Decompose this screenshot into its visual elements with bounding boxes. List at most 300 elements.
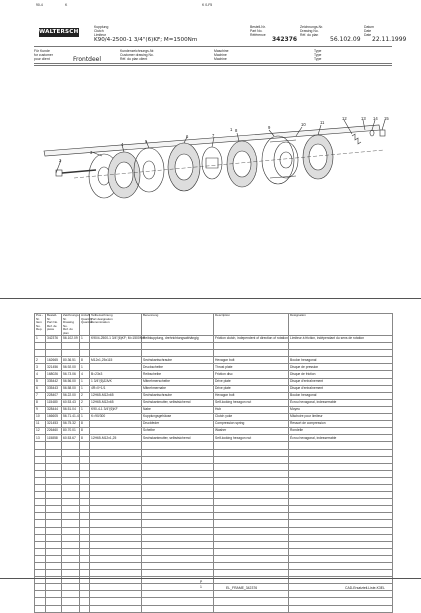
table-cell bbox=[35, 527, 46, 534]
table-cell bbox=[142, 442, 214, 449]
table-cell: Scheibe bbox=[142, 428, 214, 435]
table-cell: 5 bbox=[35, 378, 46, 385]
table-cell bbox=[90, 499, 142, 506]
table-cell: 166605 bbox=[46, 414, 62, 421]
table-cell bbox=[46, 548, 62, 555]
table-row bbox=[35, 605, 393, 612]
table-cell: Kupplungsgehäuse bbox=[142, 414, 214, 421]
table-row bbox=[35, 385, 393, 392]
table-cell bbox=[90, 456, 142, 463]
table-cell: Écrou hexagonal, indesserrable bbox=[289, 435, 393, 442]
top-mark-mid: K bbox=[65, 3, 68, 7]
table-cell: 342376 bbox=[46, 336, 62, 343]
table-cell bbox=[46, 584, 62, 591]
table-cell bbox=[289, 520, 393, 527]
table-row bbox=[35, 371, 393, 378]
table-row bbox=[35, 499, 393, 506]
table-cell bbox=[62, 456, 80, 463]
table-cell bbox=[90, 442, 142, 449]
table-cell bbox=[214, 463, 289, 470]
table-cell bbox=[142, 513, 214, 520]
table-row bbox=[35, 563, 393, 570]
table-cell bbox=[80, 541, 90, 548]
table-cell bbox=[46, 506, 62, 513]
table-cell bbox=[214, 499, 289, 506]
callout-7: 7 bbox=[212, 133, 215, 138]
table-cell bbox=[214, 449, 289, 456]
table-cell: 162665 bbox=[46, 357, 62, 364]
table-cell: Drive plate bbox=[214, 385, 289, 392]
zeichnung-label: Zeichnungs-Nr. Drawing No. Réf. du plan bbox=[300, 25, 323, 37]
table-cell bbox=[46, 598, 62, 605]
table-cell: Boulon hexagonal bbox=[289, 392, 393, 399]
table-row bbox=[35, 343, 393, 350]
table-cell bbox=[214, 484, 289, 491]
table-cell bbox=[80, 520, 90, 527]
table-cell bbox=[80, 350, 90, 357]
table-cell bbox=[35, 548, 46, 555]
typ-label: Type Type Type bbox=[314, 49, 322, 61]
table-cell bbox=[35, 513, 46, 520]
table-cell bbox=[90, 421, 142, 428]
table-row bbox=[35, 350, 393, 357]
table-cell bbox=[214, 470, 289, 477]
table-cell bbox=[62, 343, 80, 350]
kunde-value: Frontdeel bbox=[73, 56, 102, 63]
callout-1: 1 bbox=[230, 127, 233, 132]
table-cell bbox=[80, 527, 90, 534]
table-cell bbox=[80, 555, 90, 562]
table-cell bbox=[46, 456, 62, 463]
table-cell: 1 bbox=[35, 336, 46, 343]
table-cell bbox=[35, 506, 46, 513]
table-cell bbox=[90, 534, 142, 541]
table-cell: Mitnehmerscheibe bbox=[142, 378, 214, 385]
table-cell: 4 bbox=[35, 371, 46, 378]
table-cell: Washer bbox=[214, 428, 289, 435]
table-cell bbox=[90, 598, 142, 605]
table-cell bbox=[35, 584, 46, 591]
table-cell: 1 bbox=[80, 336, 90, 343]
table-cell bbox=[35, 591, 46, 598]
table-cell bbox=[90, 470, 142, 477]
table-cell: Druckfeder bbox=[142, 421, 214, 428]
table-cell bbox=[90, 591, 142, 598]
table-cell: Friction clutch, independent of direction of rotation bbox=[214, 336, 289, 343]
table-cell: 1 bbox=[80, 378, 90, 385]
table-cell: 2 bbox=[35, 357, 46, 364]
table-cell: Hexagon bolt bbox=[214, 357, 289, 364]
table-cell bbox=[90, 513, 142, 520]
table-cell bbox=[90, 484, 142, 491]
table-cell bbox=[90, 449, 142, 456]
table-cell bbox=[142, 598, 214, 605]
table-row bbox=[35, 406, 393, 413]
table-cell bbox=[214, 513, 289, 520]
table-cell bbox=[142, 449, 214, 456]
table-row bbox=[35, 584, 393, 591]
table-cell bbox=[80, 584, 90, 591]
footer-right: CAD-Ersatzteil-Liste-K3EL bbox=[345, 586, 385, 590]
table-row bbox=[35, 506, 393, 513]
table-cell bbox=[214, 570, 289, 577]
table-cell bbox=[289, 463, 393, 470]
table-cell bbox=[35, 456, 46, 463]
table-cell: 60.53.67 bbox=[62, 435, 80, 442]
table-row bbox=[35, 598, 393, 605]
table-row bbox=[35, 555, 393, 562]
table-cell bbox=[289, 442, 393, 449]
table-cell: Mâchoire pour limiteur bbox=[289, 414, 393, 421]
table-cell: 3 bbox=[35, 364, 46, 371]
table-cell bbox=[35, 563, 46, 570]
table-header-cell: Benennung bbox=[142, 314, 214, 336]
table-header-cell: Zeichnungs-Nr. Drawing No. Réf. du plan bbox=[63, 313, 80, 335]
table-cell: Thrust plate bbox=[214, 364, 289, 371]
table-cell: Disque d'entraînement bbox=[289, 385, 393, 392]
walterscheid-logo: WALTERSCHEID bbox=[39, 29, 90, 35]
table-cell: 56.92.00 bbox=[62, 364, 80, 371]
callout-13: 13 bbox=[361, 116, 366, 121]
table-cell: Disque de pression bbox=[289, 364, 393, 371]
table-cell: 13 bbox=[35, 435, 46, 442]
datum-label: Datum Date Date bbox=[364, 25, 374, 37]
table-cell: 8 bbox=[80, 421, 90, 428]
table-cell bbox=[142, 456, 214, 463]
table-cell bbox=[80, 456, 90, 463]
table-cell bbox=[46, 534, 62, 541]
table-cell bbox=[62, 548, 80, 555]
table-cell bbox=[80, 548, 90, 555]
table-cell: K90/4-2500-1 3/4"(6)KF; M=1500Nm bbox=[90, 336, 142, 343]
table-cell bbox=[289, 456, 393, 463]
callout-4: 4 bbox=[121, 142, 124, 147]
table-cell bbox=[90, 527, 142, 534]
table-cell bbox=[46, 449, 62, 456]
table-cell bbox=[289, 563, 393, 570]
table-cell bbox=[214, 598, 289, 605]
table-cell bbox=[90, 555, 142, 562]
table-cell: 4R=0+1/1 bbox=[90, 385, 142, 392]
table-cell: Rondelle bbox=[289, 428, 393, 435]
table-cell bbox=[46, 570, 62, 577]
table-header-cell: Désignation bbox=[289, 314, 393, 336]
table-cell bbox=[214, 442, 289, 449]
table-cell: 228407 bbox=[46, 392, 62, 399]
table-cell bbox=[35, 499, 46, 506]
table-cell: 335443 bbox=[46, 385, 62, 392]
table-cell bbox=[46, 605, 62, 612]
table-cell: Self-locking hexagon nut bbox=[214, 435, 289, 442]
table-cell: 12H65-M12x65 bbox=[90, 399, 142, 406]
table-cell bbox=[142, 484, 214, 491]
callout-14: 14 bbox=[373, 116, 378, 121]
table-cell bbox=[62, 591, 80, 598]
table-cell bbox=[289, 470, 393, 477]
drive-hub-shape bbox=[202, 147, 222, 179]
table-cell bbox=[289, 555, 393, 562]
table-cell bbox=[80, 513, 90, 520]
table-cell bbox=[214, 506, 289, 513]
table-cell bbox=[62, 442, 80, 449]
table-cell: 8 bbox=[80, 428, 90, 435]
table-cell bbox=[90, 541, 142, 548]
table-cell bbox=[62, 520, 80, 527]
table-cell bbox=[35, 605, 46, 612]
footer-small-2: 1 bbox=[200, 585, 202, 589]
table-cell bbox=[214, 527, 289, 534]
table-cell bbox=[289, 570, 393, 577]
table-cell: 8 bbox=[80, 435, 90, 442]
table-cell bbox=[80, 477, 90, 484]
table-row bbox=[35, 456, 393, 463]
table-cell bbox=[35, 463, 46, 470]
table-cell bbox=[214, 534, 289, 541]
table-cell: Hexagon bolt bbox=[214, 392, 289, 399]
table-cell bbox=[35, 477, 46, 484]
table-row bbox=[35, 435, 393, 442]
table-cell: 328444 bbox=[46, 406, 62, 413]
table-row bbox=[35, 428, 393, 435]
table-row bbox=[35, 392, 393, 399]
table-cell bbox=[214, 520, 289, 527]
table-cell bbox=[62, 605, 80, 612]
table-cell: 12H65-M12x65 bbox=[90, 392, 142, 399]
table-cell: Moyeu bbox=[289, 406, 393, 413]
callout-15: 15 bbox=[384, 116, 389, 121]
table-cell bbox=[90, 520, 142, 527]
table-cell bbox=[90, 463, 142, 470]
table-cell bbox=[214, 563, 289, 570]
table-cell bbox=[46, 442, 62, 449]
table-cell bbox=[62, 449, 80, 456]
table-row bbox=[35, 527, 393, 534]
table-header-cell: Anzahl Quantity Quantité bbox=[80, 314, 90, 336]
table-cell: 321456 bbox=[46, 364, 62, 371]
datum-value: 22.11.1999 bbox=[372, 36, 407, 43]
table-cell bbox=[289, 598, 393, 605]
table-cell bbox=[90, 350, 142, 357]
table-cell bbox=[142, 520, 214, 527]
nut-shape bbox=[380, 130, 385, 136]
table-cell bbox=[62, 492, 80, 499]
table-cell bbox=[289, 506, 393, 513]
table-cell bbox=[80, 463, 90, 470]
table-cell bbox=[62, 555, 80, 562]
footer-small-1: P bbox=[200, 580, 203, 584]
table-cell: 56.75.32 bbox=[62, 421, 80, 428]
table-cell bbox=[289, 499, 393, 506]
table-cell bbox=[289, 534, 393, 541]
table-cell: 1 bbox=[80, 364, 90, 371]
table-cell bbox=[142, 563, 214, 570]
table-cell bbox=[46, 463, 62, 470]
table-cell bbox=[62, 570, 80, 577]
kupplung-label: Kupplung Clutch Limiteur bbox=[94, 25, 109, 37]
table-cell bbox=[46, 492, 62, 499]
table-cell bbox=[80, 442, 90, 449]
table-cell: Écrou hexagonal, indesserrable bbox=[289, 399, 393, 406]
table-cell bbox=[214, 492, 289, 499]
table-cell bbox=[80, 563, 90, 570]
table-cell bbox=[62, 484, 80, 491]
table-row bbox=[35, 470, 393, 477]
table-cell bbox=[80, 449, 90, 456]
table-cell bbox=[35, 541, 46, 548]
table-cell bbox=[35, 449, 46, 456]
zeichnung-value: 56.102.09 bbox=[330, 36, 361, 43]
table-cell: 10 bbox=[35, 414, 46, 421]
table-cell bbox=[90, 570, 142, 577]
table-cell: Sechskantschraube bbox=[142, 392, 214, 399]
table-row bbox=[35, 534, 393, 541]
table-cell: 56.22.00 bbox=[62, 392, 80, 399]
table-row bbox=[35, 364, 393, 371]
table-cell bbox=[62, 541, 80, 548]
table-cell: 226460 bbox=[46, 428, 62, 435]
table-cell: Friction disc bbox=[214, 371, 289, 378]
maschine-label: Maschine Machine Machine bbox=[214, 49, 229, 61]
table-cell: Boulon hexagonal bbox=[289, 357, 393, 364]
table-cell bbox=[80, 534, 90, 541]
footer-ref: EL_FRAME_342376 bbox=[226, 586, 258, 590]
table-cell bbox=[80, 605, 90, 612]
table-cell bbox=[142, 470, 214, 477]
table-cell bbox=[80, 598, 90, 605]
table-row bbox=[35, 421, 393, 428]
top-mark-left: 90-4 bbox=[36, 3, 43, 7]
callout-6: 6 bbox=[186, 134, 189, 139]
table-cell: Sechskantmutter, selbstsichernd bbox=[142, 435, 214, 442]
table-cell bbox=[80, 499, 90, 506]
table-cell bbox=[142, 499, 214, 506]
table-cell bbox=[46, 591, 62, 598]
table-header-cell: Bestell-Nr. Part No. Réf. de pièce bbox=[46, 314, 62, 336]
table-cell: 8 bbox=[35, 399, 46, 406]
table-cell: 56.102.09 bbox=[62, 336, 80, 343]
table-cell bbox=[214, 477, 289, 484]
table-cell: 56.51.04 bbox=[62, 406, 80, 413]
table-cell bbox=[90, 492, 142, 499]
table-cell: Compression spring bbox=[214, 421, 289, 428]
table-cell bbox=[289, 527, 393, 534]
table-cell bbox=[142, 605, 214, 612]
table-cell bbox=[35, 470, 46, 477]
table-cell bbox=[80, 570, 90, 577]
table-cell: 168026 bbox=[46, 371, 62, 378]
table-cell bbox=[62, 470, 80, 477]
table-cell bbox=[62, 534, 80, 541]
bestell-value: 342376 bbox=[272, 36, 298, 43]
table-cell bbox=[35, 598, 46, 605]
table-cell bbox=[80, 591, 90, 598]
table-cell bbox=[35, 570, 46, 577]
callout-2: 2 bbox=[59, 158, 62, 163]
table-cell: 1 bbox=[80, 414, 90, 421]
table-cell: Limiteur à friction, indépendant du sens de rotation bbox=[289, 336, 393, 343]
table-row bbox=[35, 336, 393, 343]
table-cell bbox=[90, 506, 142, 513]
table-cell bbox=[90, 477, 142, 484]
table-cell bbox=[62, 477, 80, 484]
table-cell bbox=[46, 484, 62, 491]
table-cell bbox=[46, 541, 62, 548]
table-cell bbox=[62, 463, 80, 470]
table-cell bbox=[90, 364, 142, 371]
table-cell bbox=[80, 343, 90, 350]
table-cell: Disque d'entraînement bbox=[289, 378, 393, 385]
parts-list-table bbox=[34, 313, 393, 613]
exploded-diagram bbox=[34, 100, 394, 235]
table-cell: K90-4-1 3/4"(6)KF bbox=[90, 406, 142, 413]
table-cell bbox=[35, 555, 46, 562]
table-cell: K=90/300 bbox=[90, 414, 142, 421]
table-cell: 12H65-M12x1,25 bbox=[90, 435, 142, 442]
table-cell bbox=[142, 477, 214, 484]
table-cell: Disque de friction bbox=[289, 371, 393, 378]
table-cell bbox=[62, 584, 80, 591]
table-cell bbox=[46, 555, 62, 562]
table-cell: Nabe bbox=[142, 406, 214, 413]
table-cell bbox=[90, 343, 142, 350]
table-row bbox=[35, 357, 393, 364]
table-cell bbox=[214, 350, 289, 357]
callout-3: 3 bbox=[90, 150, 93, 155]
table-cell bbox=[289, 492, 393, 499]
table-cell bbox=[62, 506, 80, 513]
table-cell bbox=[142, 591, 214, 598]
table-cell: 1 bbox=[80, 406, 90, 413]
table-cell: Mitnehmernabe bbox=[142, 385, 214, 392]
callout-8: 8 bbox=[235, 128, 238, 133]
table-cell: 321453 bbox=[46, 421, 62, 428]
table-header-cell: Pos.-Nr. Item No. Rep. bbox=[35, 314, 46, 336]
table-cell: 60.53.43 bbox=[62, 399, 80, 406]
table-cell bbox=[90, 548, 142, 555]
table-cell: 335442 bbox=[46, 378, 62, 385]
table-row bbox=[35, 513, 393, 520]
table-row bbox=[35, 492, 393, 499]
table-cell: 7 bbox=[35, 392, 46, 399]
table-cell bbox=[46, 499, 62, 506]
table-cell bbox=[35, 534, 46, 541]
table-cell bbox=[35, 350, 46, 357]
table-cell bbox=[35, 442, 46, 449]
bolt-shape bbox=[62, 170, 96, 173]
table-cell bbox=[35, 492, 46, 499]
table-cell: 8 bbox=[80, 357, 90, 364]
table-cell bbox=[35, 520, 46, 527]
table-cell bbox=[62, 350, 80, 357]
table-cell bbox=[46, 527, 62, 534]
table-cell bbox=[142, 534, 214, 541]
callout-5: 5 bbox=[145, 139, 148, 144]
table-cell bbox=[90, 428, 142, 435]
table-cell: 115858 bbox=[46, 435, 62, 442]
table-cell: Ressort de compression bbox=[289, 421, 393, 428]
table-cell: 11 bbox=[35, 421, 46, 428]
table-cell bbox=[142, 492, 214, 499]
table-cell bbox=[214, 343, 289, 350]
table-cell bbox=[46, 563, 62, 570]
table-cell bbox=[35, 343, 46, 350]
table-row bbox=[35, 414, 393, 421]
table-row bbox=[35, 570, 393, 577]
table-cell: M12x1,25x115 bbox=[90, 357, 142, 364]
table-cell: Drive plate bbox=[214, 378, 289, 385]
table-cell bbox=[214, 548, 289, 555]
table-cell bbox=[289, 605, 393, 612]
